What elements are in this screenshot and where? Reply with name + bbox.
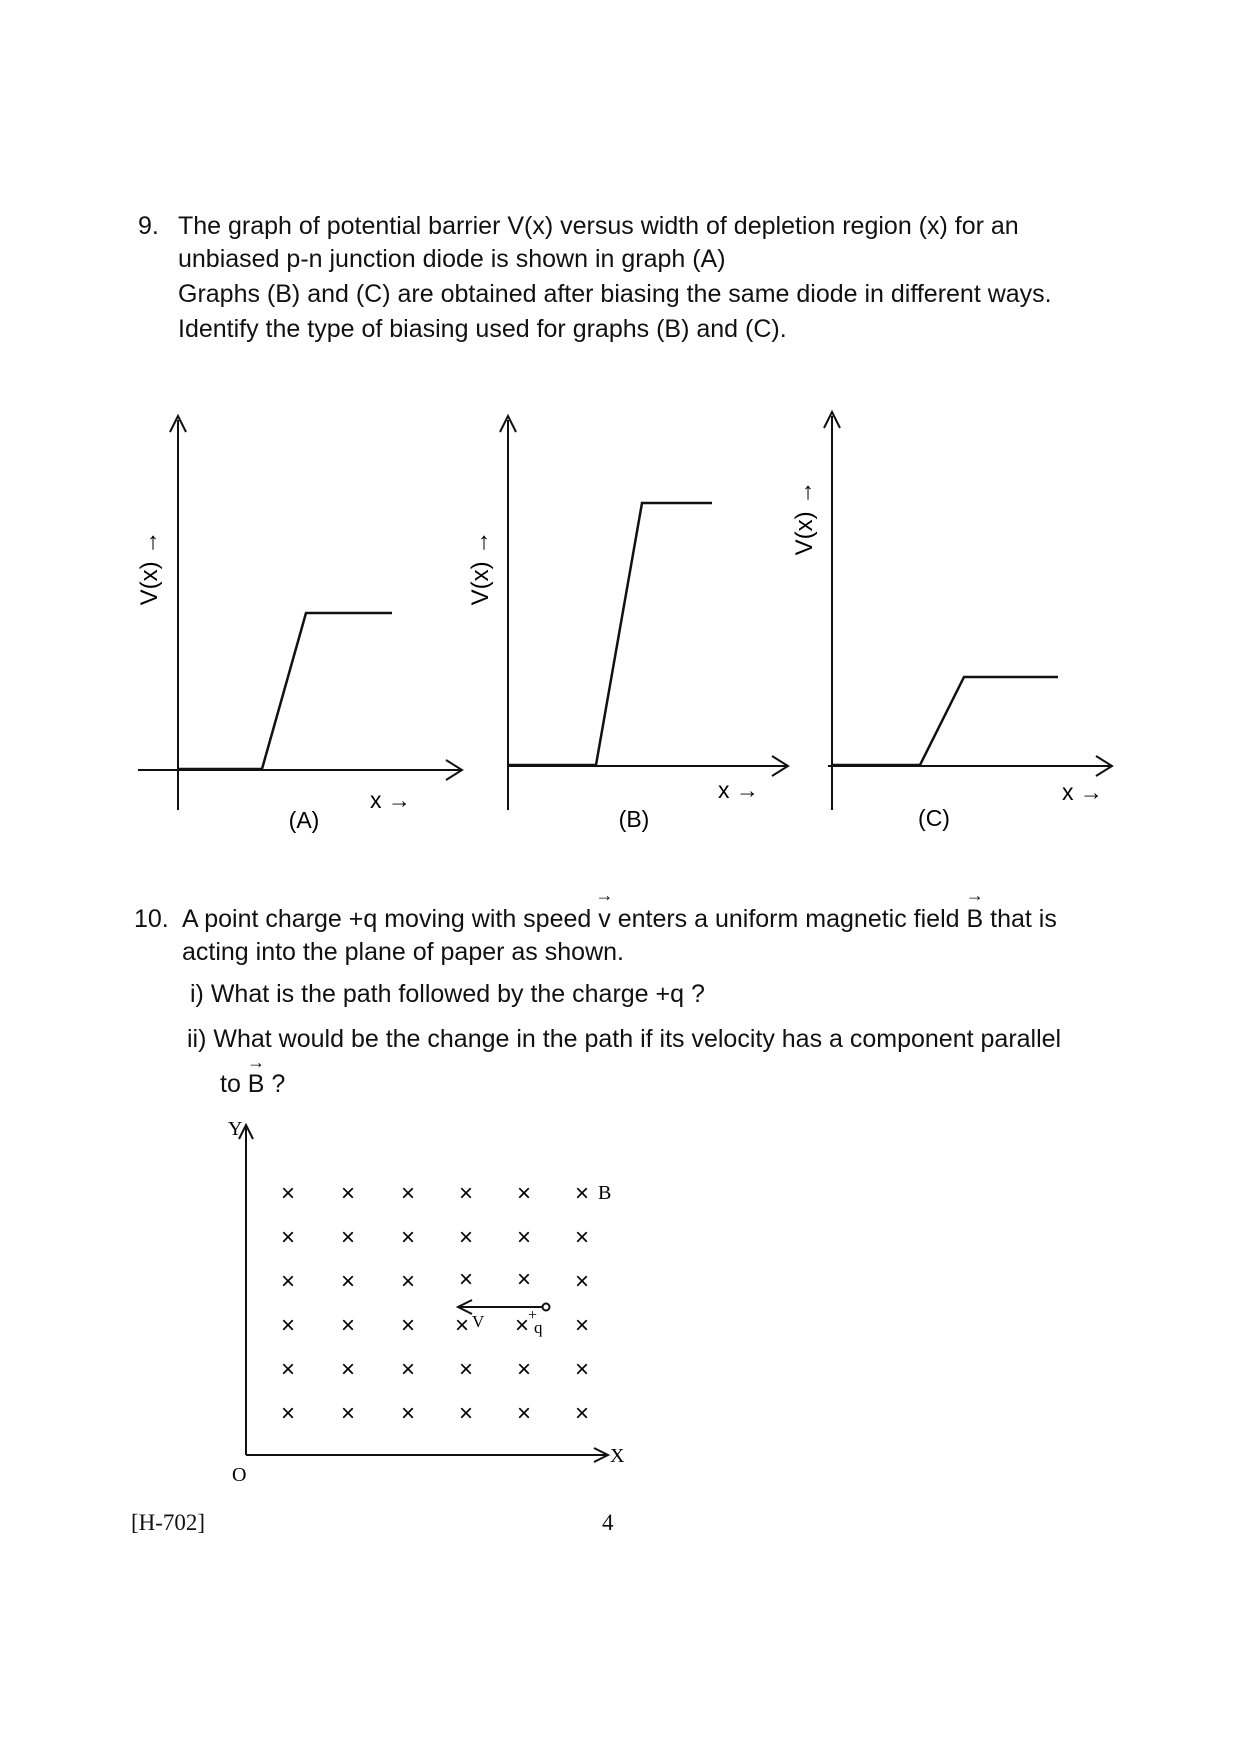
y-axis-label: V(x) → (136, 530, 163, 606)
text-segment: that is (983, 905, 1057, 933)
question-10 (134, 903, 1124, 973)
field-cross: × (280, 1356, 296, 1383)
field-cross: × (574, 1224, 590, 1251)
barrier-curve (832, 677, 1058, 765)
barrier-curve (178, 613, 392, 769)
field-cross: × (340, 1224, 356, 1251)
y-axis-label: V(x) → (791, 480, 818, 556)
paper-code: [H-702] (131, 1510, 206, 1535)
field-cross: × (280, 1180, 296, 1207)
field-cross: × (516, 1266, 532, 1293)
question-text-line: Identify the type of biasing used for graphs (B) and (C). (178, 315, 787, 343)
field-cross: × (340, 1356, 356, 1383)
field-cross: × (454, 1312, 470, 1339)
field-cross: × (400, 1400, 416, 1427)
field-grid (281, 1180, 589, 1427)
question-text-line (182, 903, 1057, 936)
field-cross: × (574, 1312, 590, 1339)
question-number: 10. (134, 905, 169, 933)
x-axis-label: X (610, 1445, 625, 1467)
field-label: B (598, 1182, 612, 1204)
field-vector-symbol: → B (966, 903, 983, 936)
origin-label: O (232, 1464, 247, 1485)
field-cross: × (574, 1356, 590, 1383)
graph-label: (B) (618, 806, 650, 832)
question-9 (138, 210, 1118, 360)
charge-sign: + (528, 1307, 538, 1324)
x-axis-label: x → (718, 777, 759, 803)
y-axis-label: Y (228, 1118, 243, 1140)
graph-label: (C) (918, 805, 950, 831)
field-cross: × (574, 1268, 590, 1295)
field-cross: × (400, 1180, 416, 1207)
field-cross: × (516, 1224, 532, 1251)
magnetic-field-diagram (210, 1115, 670, 1485)
question-text-line: Graphs (B) and (C) are obtained after biasing the same diode in different ways. (178, 280, 1052, 308)
velocity-label: V (472, 1312, 485, 1331)
field-cross: × (516, 1400, 532, 1427)
field-vector-symbol: → B (248, 1070, 265, 1099)
graph-b (500, 416, 788, 810)
field-cross: × (458, 1224, 474, 1251)
field-cross: × (340, 1268, 356, 1295)
field-cross: × (280, 1224, 296, 1251)
x-axis-label: x → (1062, 779, 1103, 805)
sub-question-i: i) What is the path followed by the charge +q ? (190, 980, 705, 1008)
charge-point (543, 1304, 550, 1311)
field-cross: × (340, 1400, 356, 1427)
question-text-line: The graph of potential barrier V(x) versus width of depletion region (x) for an (178, 212, 1019, 240)
y-axis-label: V(x) → (467, 530, 494, 606)
field-cross: × (400, 1356, 416, 1383)
field-cross: × (280, 1312, 296, 1339)
text-segment: ? (264, 1070, 286, 1098)
question-text-line: unbiased p-n junction diode is shown in graph (A) (178, 245, 726, 273)
graph-a (138, 416, 462, 810)
text-segment: enters a uniform magnetic field (610, 905, 967, 933)
field-cross: × (458, 1356, 474, 1383)
field-cross: × (458, 1266, 474, 1293)
field-cross: × (400, 1312, 416, 1339)
question-text-line: acting into the plane of paper as shown. (182, 938, 624, 966)
field-cross: × (574, 1400, 590, 1427)
sub-question-ii-continued (220, 1070, 285, 1099)
barrier-curve (508, 503, 712, 765)
field-cross: × (458, 1400, 474, 1427)
graph-label: (A) (288, 807, 320, 833)
question-number: 9. (138, 212, 159, 240)
field-cross: × (340, 1180, 356, 1207)
text-segment: to (220, 1070, 248, 1098)
charge-label: q (534, 1318, 543, 1337)
field-cross: × (574, 1180, 590, 1207)
field-cross: × (400, 1224, 416, 1251)
field-cross: × (516, 1356, 532, 1383)
field-cross: × (280, 1268, 296, 1295)
field-cross: × (340, 1312, 356, 1339)
sub-question-ii: ii) What would be the change in the path if its velocity has a component parallel (187, 1025, 1062, 1053)
field-cross: × (514, 1312, 530, 1339)
field-cross: × (400, 1268, 416, 1295)
velocity-vector-symbol: → v (598, 903, 611, 936)
x-axis-label: x → (370, 787, 411, 813)
page-number: 4 (602, 1510, 614, 1535)
potential-barrier-graphs (0, 400, 1240, 860)
graph-c (824, 412, 1112, 810)
field-cross: × (516, 1180, 532, 1207)
field-cross: × (458, 1180, 474, 1207)
text-segment: A point charge +q moving with speed (182, 905, 599, 933)
field-cross: × (280, 1400, 296, 1427)
